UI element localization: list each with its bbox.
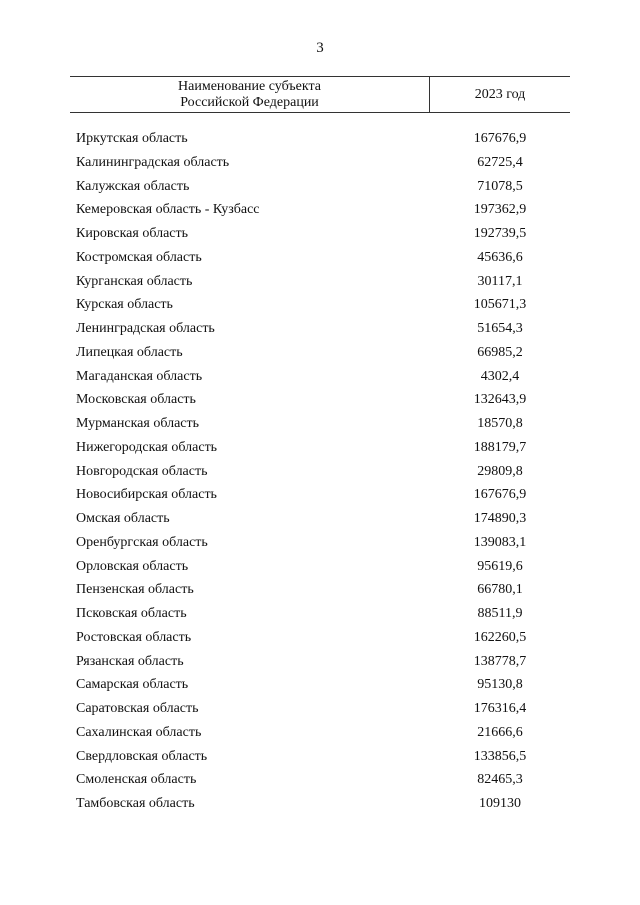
table-row xyxy=(0,483,640,507)
table-row xyxy=(0,626,640,650)
value-2023: 167676,9 xyxy=(473,487,527,503)
subject-name: Калужская область xyxy=(76,178,190,194)
table-row xyxy=(0,650,640,674)
column-header-year: 2023 год xyxy=(474,87,526,102)
table-row xyxy=(0,721,640,745)
subject-name: Смоленская область xyxy=(76,772,197,788)
value-2023: 82465,3 xyxy=(477,772,523,788)
value-2023: 45636,6 xyxy=(477,249,523,265)
table-row xyxy=(0,436,640,460)
table-row xyxy=(0,222,640,246)
table-row xyxy=(0,293,640,317)
subject-name: Липецкая область xyxy=(76,344,183,360)
table-row xyxy=(0,341,640,365)
subject-name: Московская область xyxy=(76,392,196,408)
value-2023: 88511,9 xyxy=(477,606,523,621)
subject-name: Кемеровская область - Кузбасс xyxy=(76,202,260,218)
subject-name: Свердловская область xyxy=(76,748,208,764)
subject-name: Новгородская область xyxy=(76,463,208,479)
subject-name: Тамбовская область xyxy=(76,796,195,811)
table-row xyxy=(0,151,640,175)
value-2023: 139083,1 xyxy=(473,534,527,550)
table-row xyxy=(0,365,640,389)
table-row xyxy=(0,602,640,626)
subject-name: Орловская область xyxy=(76,558,189,574)
value-2023: 176316,4 xyxy=(473,701,527,716)
table-body xyxy=(0,127,640,816)
subject-name: Оренбургская область xyxy=(76,534,208,550)
table-row xyxy=(0,792,640,816)
table-row xyxy=(0,673,640,697)
subject-name: Сахалинская область xyxy=(76,724,202,740)
value-2023: 105671,3 xyxy=(473,297,527,313)
table-row xyxy=(0,460,640,484)
value-2023: 188179,7 xyxy=(473,439,527,455)
value-2023: 30117,1 xyxy=(477,273,523,289)
value-2023: 29809,8 xyxy=(477,463,523,479)
subject-name: Иркутская область xyxy=(76,131,188,146)
value-2023: 95130,8 xyxy=(477,677,523,693)
value-2023: 167676,9 xyxy=(473,131,527,146)
table-row xyxy=(0,507,640,531)
value-2023: 138778,7 xyxy=(473,653,527,669)
table-header xyxy=(70,76,570,113)
table-row xyxy=(0,531,640,555)
value-2023: 192739,5 xyxy=(473,226,527,241)
column-header-subject-line2: Российской Федерации xyxy=(180,95,319,110)
column-header-subject-line1: Наименование субъекта xyxy=(178,79,321,94)
table-row xyxy=(0,198,640,222)
value-2023: 21666,6 xyxy=(477,724,523,740)
table-row xyxy=(0,175,640,199)
value-2023: 18570,8 xyxy=(477,416,523,431)
value-2023: 174890,3 xyxy=(473,511,527,526)
value-2023: 162260,5 xyxy=(473,629,527,645)
table-row xyxy=(0,388,640,412)
table-row xyxy=(0,697,640,721)
value-2023: 66780,1 xyxy=(477,582,523,598)
subject-name: Новосибирская область xyxy=(76,487,217,503)
subject-name: Костромская область xyxy=(76,249,202,265)
table-row xyxy=(0,768,640,792)
value-2023: 62725,4 xyxy=(477,154,523,170)
value-2023: 71078,5 xyxy=(477,178,523,194)
subject-name: Нижегородская область xyxy=(76,439,218,455)
subject-name: Курская область xyxy=(76,297,173,313)
value-2023: 109130 xyxy=(479,796,521,811)
value-2023: 51654,3 xyxy=(477,321,523,336)
subject-name: Магаданская область xyxy=(76,368,203,384)
table-row xyxy=(0,127,640,151)
subject-name: Мурманская область xyxy=(76,416,200,431)
table-row xyxy=(0,578,640,602)
table-row xyxy=(0,246,640,270)
subject-name: Пензенская область xyxy=(76,582,194,598)
table-row xyxy=(0,270,640,294)
table-row xyxy=(0,412,640,436)
table-row xyxy=(0,317,640,341)
subject-name: Саратовская область xyxy=(76,701,199,716)
subject-name: Ростовская область xyxy=(76,629,192,645)
value-2023: 4302,4 xyxy=(480,368,520,384)
subject-name: Псковская область xyxy=(76,606,187,621)
subject-name: Самарская область xyxy=(76,677,189,693)
subject-name: Курганская область xyxy=(76,273,193,289)
page-number: 3 xyxy=(316,40,324,56)
value-2023: 95619,6 xyxy=(477,558,523,574)
subject-name: Ленинградская область xyxy=(76,321,215,336)
value-2023: 197362,9 xyxy=(473,202,527,218)
value-2023: 132643,9 xyxy=(473,392,527,408)
column-header-subject xyxy=(70,77,430,112)
subject-name: Кировская область xyxy=(76,226,189,241)
value-2023: 133856,5 xyxy=(473,748,527,764)
subject-name: Омская область xyxy=(76,511,170,526)
table-row xyxy=(0,745,640,769)
table-row xyxy=(0,555,640,579)
subject-name: Рязанская область xyxy=(76,653,184,669)
subject-name: Калининградская область xyxy=(76,154,230,170)
value-2023: 66985,2 xyxy=(477,344,523,360)
